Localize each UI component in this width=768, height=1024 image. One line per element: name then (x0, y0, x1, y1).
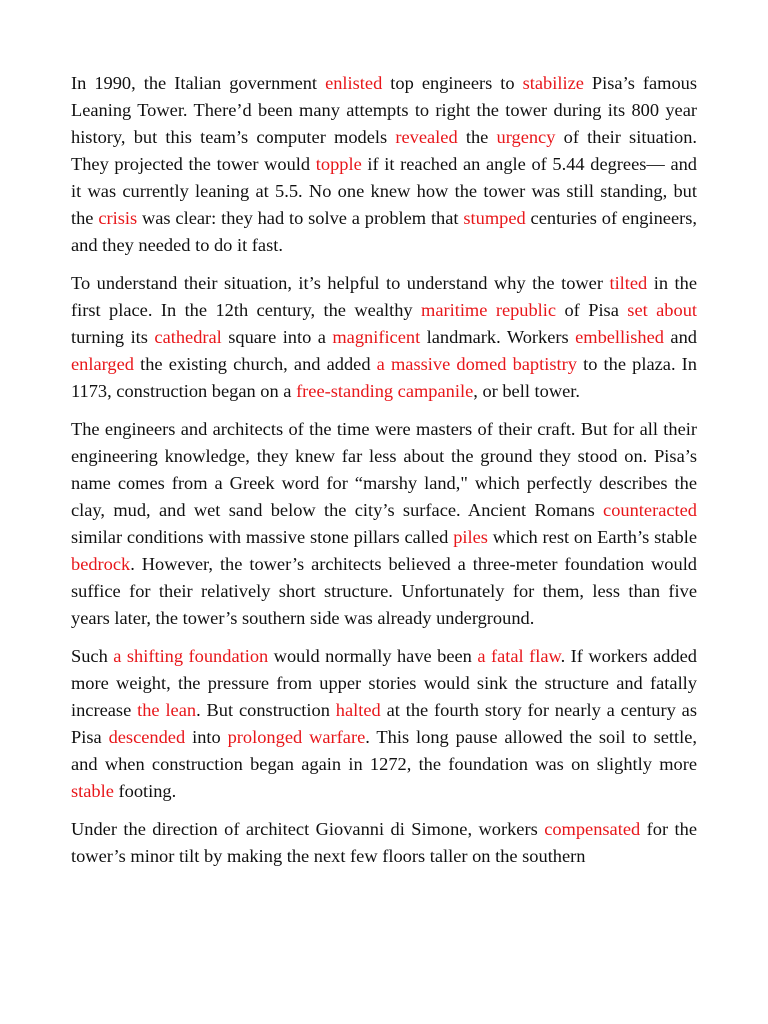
paragraph (71, 416, 697, 632)
text-run: to the plaza. In 1173, construction began on a (71, 354, 698, 401)
text-run: centuries of engineers, and they needed to do it fast. (71, 208, 697, 255)
text-run: in the first place. In the 12th century, the wealthy (71, 273, 698, 320)
highlighted-vocabulary: cathedral (154, 327, 222, 347)
highlighted-vocabulary: enlisted (325, 73, 383, 93)
highlighted-vocabulary: crisis (98, 208, 138, 228)
highlighted-vocabulary: free-standing campanile (296, 381, 474, 401)
highlighted-vocabulary: stabilize (522, 73, 584, 93)
paragraph (71, 816, 697, 870)
text-run: . But construction (196, 700, 336, 720)
text-run: . If workers added more weight, the pressure from upper stories would sink the structure and fatally increase (71, 646, 697, 720)
highlighted-vocabulary: a fatal flaw (477, 646, 561, 666)
text-run: To understand their situation, it’s helpful to understand why the tower (71, 273, 610, 293)
highlighted-vocabulary: set about (627, 300, 697, 320)
highlighted-vocabulary: tilted (609, 273, 648, 293)
text-run: . However, the tower’s architects believed a three-meter foundation would suffice for their relatively short structure. Unfortunately for them, less than five years later, the tower’s southern side was already underground. (71, 554, 697, 628)
highlighted-vocabulary: piles (453, 527, 488, 547)
text-run: would normally have been (268, 646, 478, 666)
highlighted-vocabulary: a massive domed baptistry (376, 354, 577, 374)
highlighted-vocabulary: enlarged (71, 354, 134, 374)
text-run: top engineers to (382, 73, 523, 93)
highlighted-vocabulary: stumped (463, 208, 526, 228)
text-run: In 1990, the Italian government (71, 73, 326, 93)
highlighted-vocabulary: embellished (575, 327, 664, 347)
text-run: turning its (71, 327, 155, 347)
text-run: the (457, 127, 497, 147)
text-run: at the fourth story for nearly a century as Pisa (71, 700, 697, 747)
text-run: was clear: they had to solve a problem that (137, 208, 464, 228)
highlighted-vocabulary: topple (315, 154, 362, 174)
text-run: which rest on Earth’s stable (487, 527, 697, 547)
highlighted-vocabulary: prolonged warfare (227, 727, 366, 747)
text-run: landmark. Workers (420, 327, 576, 347)
highlighted-vocabulary: the lean (137, 700, 197, 720)
text-run: The engineers and architects of the time were masters of their craft. But for all their engineering knowledge, they knew far less about the ground they stood on. Pisa’s name comes from a Greek word for “marshy land," which perfectly describes the clay, mud, and wet sand below the city’s surface. Ancient Romans (71, 419, 697, 520)
highlighted-vocabulary: urgency (496, 127, 556, 147)
paragraph (71, 643, 697, 805)
highlighted-vocabulary: maritime republic (421, 300, 557, 320)
highlighted-vocabulary: counteracted (603, 500, 697, 520)
text-run: for the tower’s minor tilt by making the next few floors taller on the southern (71, 819, 698, 866)
text-run: if it reached an angle of 5.44 degrees— and it was currently leaning at 5.5. No one knew how the tower was still standing, but the (71, 154, 697, 228)
highlighted-vocabulary: halted (335, 700, 381, 720)
text-run: Such (71, 646, 114, 666)
paragraph (71, 70, 697, 259)
text-run: Pisa’s famous Leaning Tower. There’d been many attempts to right the tower during its 800 year history, but this team’s computer models (71, 73, 698, 147)
highlighted-vocabulary: bedrock (71, 554, 131, 574)
text-run: into (185, 727, 228, 747)
text-run: and (663, 327, 697, 347)
highlighted-vocabulary: a shifting foundation (113, 646, 269, 666)
highlighted-vocabulary: stable (71, 781, 114, 801)
highlighted-vocabulary: compensated (544, 819, 641, 839)
text-run: of Pisa (556, 300, 628, 320)
paragraph (71, 270, 697, 405)
highlighted-vocabulary: magnificent (332, 327, 421, 347)
text-run: Under the direction of architect Giovanni di Simone, workers (71, 819, 545, 839)
highlighted-vocabulary: revealed (395, 127, 458, 147)
document-body (71, 70, 697, 881)
text-run: square into a (221, 327, 333, 347)
text-run: . This long pause allowed the soil to settle, and when construction began again in 1272, the foundation was on slightly more (71, 727, 698, 774)
text-run: , or bell tower. (473, 381, 580, 401)
text-run: the existing church, and added (133, 354, 377, 374)
text-run: of their situation. They projected the tower would (71, 127, 697, 174)
text-run: similar conditions with massive stone pillars called (71, 527, 454, 547)
highlighted-vocabulary: descended (108, 727, 186, 747)
text-run: footing. (113, 781, 177, 801)
